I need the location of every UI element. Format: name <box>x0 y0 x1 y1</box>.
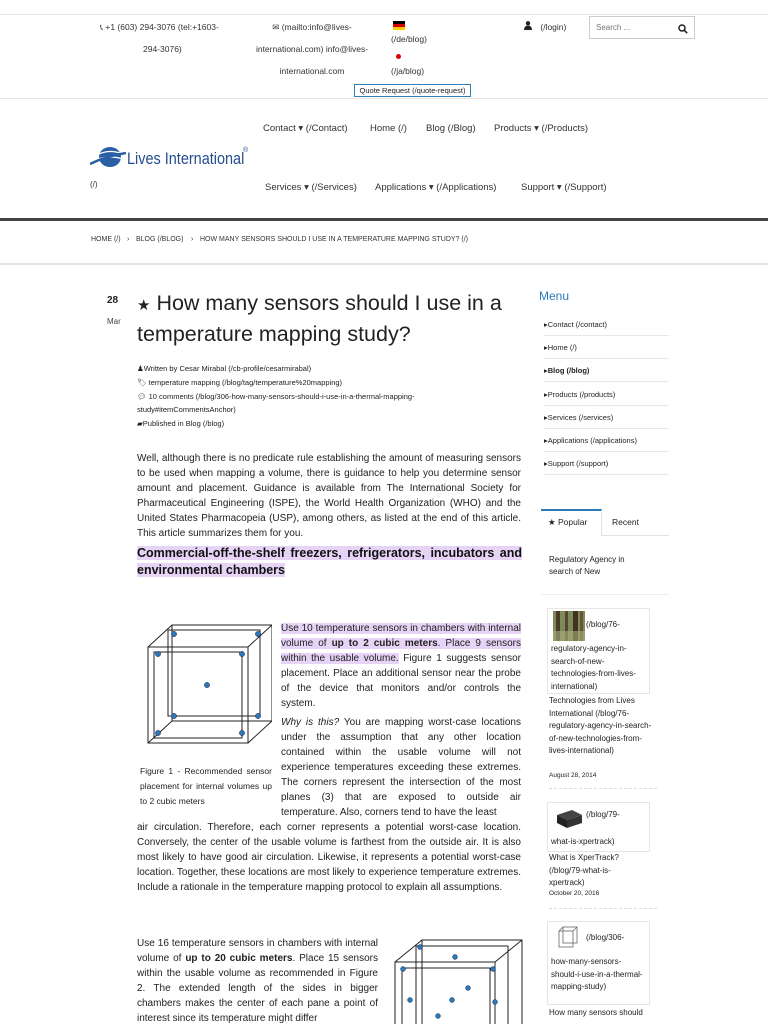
sidebar-menu-item[interactable] <box>544 313 669 336</box>
sidebar-menu-item-label: Blog (/blog) <box>547 366 590 376</box>
folder-icon: ▰ <box>137 419 143 428</box>
popular-recent-tabs <box>541 509 669 536</box>
sidebar-menu-title: Menu <box>539 289 570 303</box>
globe-icon <box>90 145 126 171</box>
post-date: August 28, 2014 <box>549 772 597 779</box>
teaser-divider <box>541 594 669 595</box>
nav-home[interactable]: Home (/) <box>370 123 407 134</box>
user-icon: ♟ <box>137 364 144 373</box>
login-link[interactable]: (/login) <box>524 16 566 38</box>
phone-link-cont[interactable]: 294-3076) <box>143 44 182 54</box>
home-logo-link[interactable]: (/) <box>90 180 98 189</box>
nav-products[interactable]: Products ▾ (/Products) <box>494 123 588 134</box>
sidebar-menu-item-label: Home (/) <box>547 343 577 353</box>
figure2-cube-diagram <box>390 932 524 1024</box>
comment-icon: 💬︎ <box>137 392 149 401</box>
phone-icon: 📞︎ <box>100 22 103 32</box>
breadcrumb <box>0 221 768 265</box>
sidebar-menu-item-label: Applications (/applications) <box>547 436 637 445</box>
post-link[interactable]: (/blog/76- <box>586 620 620 629</box>
search-box[interactable] <box>589 16 695 39</box>
sidebar-menu-item[interactable] <box>544 429 669 452</box>
nav-support[interactable]: Support ▾ (/Support) <box>521 182 607 193</box>
nav-services[interactable]: Services ▾ (/Services) <box>265 182 357 193</box>
caret-right-icon: ▸ <box>544 343 548 353</box>
email-link-cont[interactable]: international.com) info@lives- <box>255 44 369 54</box>
caret-right-icon: ▸ <box>544 320 548 329</box>
post-divider <box>549 908 657 909</box>
device-thumbnail-icon[interactable] <box>554 806 584 832</box>
sidebar-menu-item-label: Products (/products) <box>547 389 616 399</box>
cube-thumbnail-icon[interactable] <box>557 925 579 949</box>
forest-thumbnail-icon[interactable] <box>553 611 585 641</box>
post-title[interactable]: Technologies from Lives International (/blog/76-regulatory-agency-in-search-of-new-technologies-from-lives-international) <box>549 696 652 755</box>
search-icon[interactable] <box>678 21 688 39</box>
post-divider <box>549 788 657 789</box>
tag-icon: 🏷︎ <box>137 378 149 387</box>
top-divider <box>0 14 768 15</box>
why-paragraph-bottom: air circulation. Therefore, each corner represents a potential worst-case location. Conversely, the center of the usable volume is farthest from the outside air. It is also most likely to have good air circulation. Likewise, it represents a potential worst-case location. Together, these locations are most likely to experience temperature extremes. Include a rationale in the temperature mapping protocol to explain all assumptions. <box>137 822 521 893</box>
figure2-paragraph: Use 16 temperature sensors in chambers with internal volume of up to 20 cubic meters. Place 15 sensors within the usable volume as recommended in Figure 2. The extended length of the sides in bigger chambers makes the center of each pane a point of interest since its temperature might differ <box>137 938 378 1024</box>
email-link[interactable]: ✉ (mailto:info@lives- <box>272 22 352 32</box>
nav-applications[interactable]: Applications ▾ (/Applications) <box>375 182 497 193</box>
caret-right-icon: ▸ <box>544 459 548 469</box>
phone-link[interactable]: 📞︎ +1 (603) 294-3076 (tel:+1603- <box>100 22 219 32</box>
chevron-right-icon: › <box>191 236 194 243</box>
sidebar-menu-item-label: Support (/support) <box>547 459 609 469</box>
tag-link[interactable]: 🏷︎ temperature mapping (/blog/tag/temperature%20mapping) <box>137 378 343 387</box>
post-link[interactable]: (/blog/79- <box>586 810 620 819</box>
sidebar-menu-item-label: Contact (/contact) <box>547 320 607 329</box>
chevron-right-icon: › <box>127 236 130 243</box>
search-input[interactable] <box>590 17 672 38</box>
caret-right-icon: ▸ <box>544 412 548 422</box>
author-link[interactable]: ♟Written by Cesar Mirabal (/cb-profile/cesarmirabal) <box>137 364 312 373</box>
tab-border <box>602 535 669 536</box>
star-icon: ★ <box>137 297 151 314</box>
caret-right-icon: ▸ <box>544 389 548 399</box>
post-link[interactable]: regulatory-agency-in-search-of-new-technologies-from-lives-international) <box>551 644 636 691</box>
nav-blog[interactable]: Blog (/Blog) <box>426 123 476 134</box>
comments-link-cont[interactable]: study#itemCommentsAnchor) <box>137 405 236 414</box>
post-month: Mar <box>107 317 121 326</box>
comments-link[interactable]: 💬︎ 10 comments (/blog/306-how-many-sensors-should-i-use-in-a-thermal-mapping- <box>137 392 415 401</box>
breadcrumb-home[interactable]: HOME (/) <box>91 236 121 243</box>
caret-right-icon: ▸ <box>544 436 548 445</box>
user-icon <box>524 22 534 32</box>
breadcrumb-blog[interactable]: BLOG (/BLOG) <box>136 236 184 243</box>
post-link[interactable]: how-many-sensors-should-i-use-in-a-thermal-mapping-study) <box>551 957 643 991</box>
post-link[interactable]: what-is-xpertrack) <box>551 837 615 846</box>
nav-contact[interactable]: Contact ▾ (/Contact) <box>263 123 348 134</box>
post-title[interactable]: What is XperTrack? (/blog/79-what-is-xpertrack) <box>549 853 619 887</box>
sidebar-menu-item[interactable] <box>544 336 669 359</box>
caret-right-icon: ▸ <box>544 366 548 376</box>
page-title: ★ How many sensors should I use in a temperature mapping study? <box>137 291 502 346</box>
envelope-icon: ✉ <box>272 22 280 32</box>
sidebar-menu-item-label: Services (/services) <box>547 412 614 422</box>
intro-paragraph: Well, although there is no predicate rule establishing the amount of measuring sensors to be used when mapping a volume, there is guidance to help you determine sensor amount and placement. Guidance is available from The International Society for Pharmaceutical Engineering (ISPE), the World Health Organization (WHO) and the United States Pharmacopeia (USP), among others, as listed at the end of this article. This article summarizes them for you. <box>137 453 521 539</box>
post-link[interactable]: (/blog/306- <box>586 933 625 942</box>
tab-popular[interactable]: ★ Popular <box>548 517 588 527</box>
figure1-cube-diagram <box>140 617 272 757</box>
published-link[interactable]: ▰Published in Blog (/blog) <box>137 419 225 428</box>
sidebar-menu-item[interactable] <box>544 383 669 406</box>
figure1-paragraph: Use 10 temperature sensors in chambers with internal volume of up to 2 cubic meters. Place 9 sensors within the usable volume. Figure 1 suggests sensor placement. Place an additional sensor near the probe of the device that monitors and/or controls the system. <box>281 623 521 709</box>
quote-request-button[interactable]: Quote Request (/quote-request) <box>354 84 471 97</box>
lang-de-link[interactable]: (/de/blog) <box>391 34 427 44</box>
tab-recent[interactable]: Recent <box>612 517 639 527</box>
post-title[interactable]: How many sensors should <box>549 1008 643 1017</box>
popular-teaser[interactable]: Regulatory Agency in search of New <box>549 555 625 576</box>
post-date: October 20, 2016 <box>549 890 600 897</box>
figure1-caption: Figure 1 - Recommended sensor placement for internal volumes up to 2 cubic meters <box>140 766 272 806</box>
section-heading: Commercial-off-the-shelf freezers, refrigerators, incubators and environmental chambers <box>137 546 522 577</box>
post-day: 28 <box>107 295 119 306</box>
breadcrumb-current: HOW MANY SENSORS SHOULD I USE IN A TEMPERATURE MAPPING STUDY? (/) <box>200 236 468 243</box>
star-icon: ★ <box>548 517 558 527</box>
why-paragraph-top: Why is this? You are mapping worst-case locations under the assumption that any other location contained within the usable volume will not experience temperatures exceeding these extremes. The corners represent the intersection of the most planes (3) that are exposed to outside air temperature. Also, corners tend to have the least <box>281 717 521 818</box>
sidebar-menu-item[interactable] <box>544 406 669 429</box>
email-link-cont2[interactable]: international.com <box>279 66 345 76</box>
sidebar-menu-item[interactable] <box>544 452 669 475</box>
lang-ja-link[interactable]: (/ja/blog) <box>391 66 425 76</box>
sidebar-menu-item[interactable] <box>544 359 669 382</box>
